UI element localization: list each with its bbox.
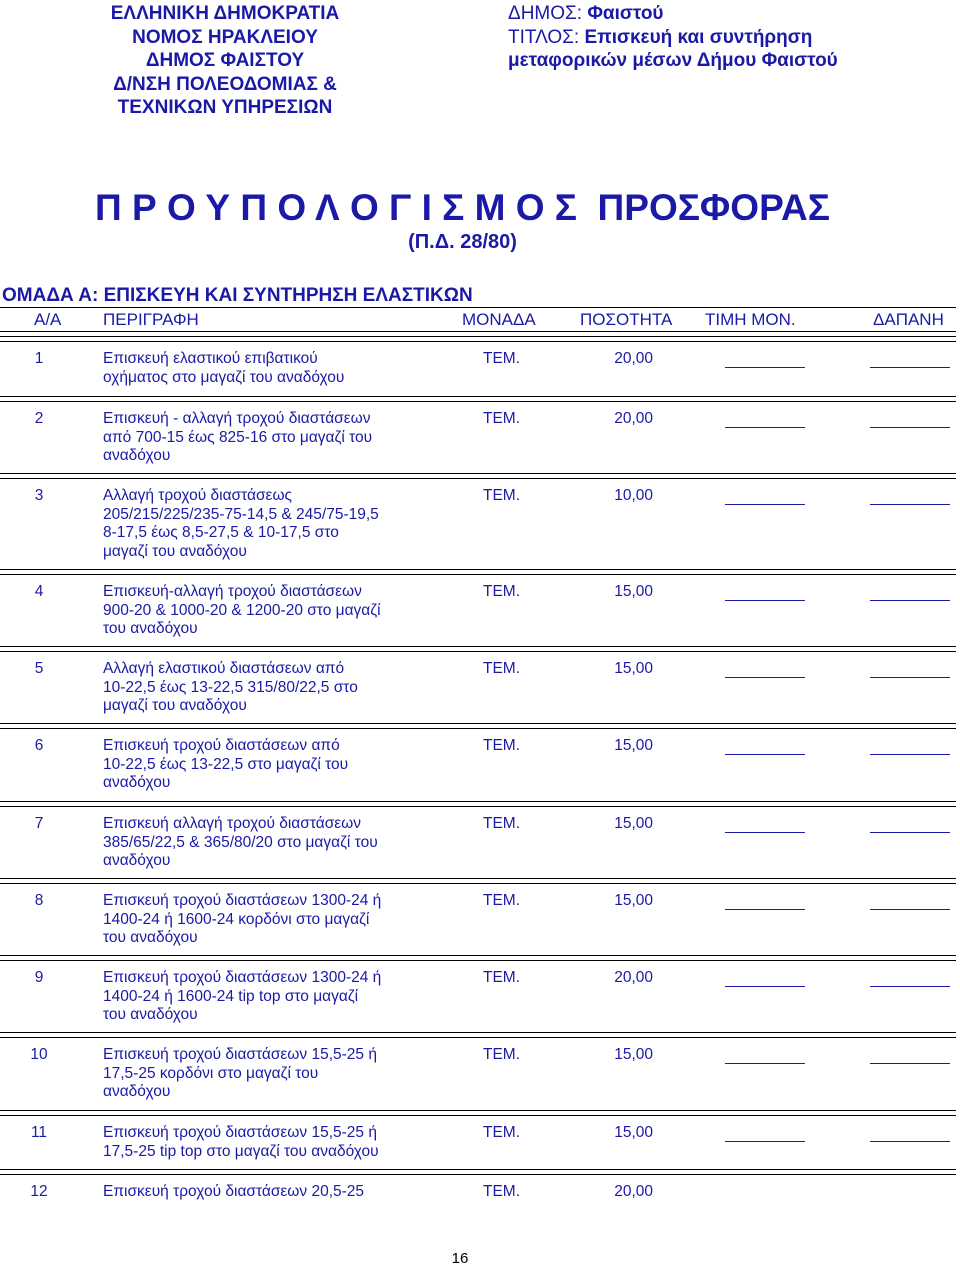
item-description-line: 10-22,5 έως 13-22,5 315/80/22,5 στο bbox=[103, 678, 358, 696]
item-description bbox=[103, 350, 443, 387]
item-unit: ΤΕΜ. bbox=[483, 737, 521, 754]
row-separator bbox=[0, 955, 956, 956]
unit-price-blank bbox=[725, 504, 805, 505]
item-number: 2 bbox=[34, 410, 44, 427]
municipality-value: Φαιστού bbox=[587, 3, 664, 24]
cost-blank bbox=[870, 832, 950, 833]
item-quantity: 10,00 bbox=[614, 487, 653, 504]
row-separator bbox=[0, 1174, 956, 1175]
item-unit: ΤΕΜ. bbox=[483, 487, 521, 504]
item-description-line: 1400-24 ή 1600-24 κορδόνι στο μαγαζί bbox=[103, 910, 370, 928]
item-description-line: 17,5-25 κορδόνι στο μαγαζί του bbox=[103, 1064, 319, 1082]
item-description bbox=[103, 1183, 443, 1202]
row-separator bbox=[0, 401, 956, 402]
row-separator bbox=[0, 801, 956, 802]
row-separator bbox=[0, 1037, 956, 1038]
title-label: ΤΙΤΛΟΣ: bbox=[508, 26, 580, 48]
row-separator bbox=[0, 569, 956, 570]
column-header-cost: ΔΑΠΑΝΗ bbox=[873, 310, 944, 329]
item-description-line: Επισκευή τροχού διαστάσεων 15,5-25 ή bbox=[103, 1046, 377, 1063]
item-quantity: 20,00 bbox=[614, 1183, 653, 1200]
document-subtitle: (Π.Δ. 28/80) bbox=[408, 231, 517, 253]
cost-blank bbox=[870, 504, 950, 505]
item-number: 11 bbox=[30, 1124, 48, 1141]
row-separator bbox=[0, 723, 956, 724]
item-description-line: 8-17,5 έως 8,5-27,5 & 10-17,5 στο bbox=[103, 524, 339, 541]
unit-price-blank bbox=[725, 832, 805, 833]
item-number: 12 bbox=[30, 1183, 48, 1200]
item-description-line: 205/215/225/235-75-14,5 & 245/75-19,5 bbox=[103, 505, 379, 523]
row-separator bbox=[0, 960, 956, 961]
header-rule-top bbox=[0, 307, 956, 308]
row-separator bbox=[0, 478, 956, 479]
item-quantity: 20,00 bbox=[614, 969, 653, 986]
item-description bbox=[103, 892, 443, 948]
cost-blank bbox=[870, 909, 950, 910]
item-unit: ΤΕΜ. bbox=[483, 1046, 521, 1063]
project-block bbox=[508, 2, 838, 73]
item-unit: ΤΕΜ. bbox=[483, 660, 521, 677]
unit-price-blank bbox=[725, 367, 805, 368]
item-description bbox=[103, 660, 443, 716]
title-value: Επισκευή και συντήρηση bbox=[584, 26, 813, 48]
column-header-unit: ΜΟΝΑΔΑ bbox=[462, 310, 536, 329]
unit-price-blank bbox=[725, 1063, 805, 1064]
item-description bbox=[103, 1124, 443, 1161]
row-separator bbox=[0, 883, 956, 884]
cost-blank bbox=[870, 600, 950, 601]
item-number: 10 bbox=[30, 1046, 48, 1063]
item-description-line: αναδόχου bbox=[103, 774, 171, 791]
row-separator bbox=[0, 806, 956, 807]
unit-price-blank bbox=[725, 677, 805, 678]
item-description-line: Επισκευή-αλλαγή τροχού διαστάσεων bbox=[103, 583, 362, 600]
item-quantity: 20,00 bbox=[614, 410, 653, 427]
unit-price-blank bbox=[725, 1141, 805, 1142]
item-number: 6 bbox=[34, 737, 44, 754]
municipality-label: ΔΗΜΟΣ: bbox=[508, 3, 583, 24]
item-unit: ΤΕΜ. bbox=[483, 892, 521, 909]
item-description-line: 10-22,5 έως 13-22,5 στο μαγαζί του bbox=[103, 755, 349, 773]
item-unit: ΤΕΜ. bbox=[483, 583, 521, 600]
cost-blank bbox=[870, 677, 950, 678]
item-description-line: του αναδόχου bbox=[103, 1006, 198, 1023]
item-quantity: 15,00 bbox=[614, 1046, 653, 1063]
row-separator bbox=[0, 646, 956, 647]
unit-price-blank bbox=[725, 754, 805, 755]
row-separator bbox=[0, 574, 956, 575]
cost-blank bbox=[870, 1063, 950, 1064]
issuer-line: ΔΗΜΟΣ ΦΑΙΣΤΟΥ bbox=[145, 50, 305, 71]
column-header-aa: Α/Α bbox=[34, 310, 62, 329]
item-unit: ΤΕΜ. bbox=[483, 410, 521, 427]
item-quantity: 15,00 bbox=[614, 815, 653, 832]
item-number: 5 bbox=[34, 660, 44, 677]
row-separator bbox=[0, 341, 956, 342]
item-description-line: από 700-15 έως 825-16 στο μαγαζί του bbox=[103, 428, 373, 446]
cost-blank bbox=[870, 427, 950, 428]
item-description bbox=[103, 969, 443, 1025]
item-description-line: οχήματος στο μαγαζί του αναδόχου bbox=[103, 368, 345, 386]
item-description-line: Επισκευή ελαστικού επιβατικού bbox=[103, 350, 318, 367]
row-separator bbox=[0, 396, 956, 397]
item-number: 3 bbox=[34, 487, 44, 504]
item-description-line: του αναδόχου bbox=[103, 929, 198, 946]
unit-price-blank bbox=[725, 986, 805, 987]
row-separator bbox=[0, 878, 956, 879]
item-unit: ΤΕΜ. bbox=[483, 1183, 521, 1200]
row-separator bbox=[0, 1115, 956, 1116]
item-description-line: 385/65/22,5 & 365/80/20 στο μαγαζί του bbox=[103, 833, 378, 851]
column-header-description: ΠΕΡΙΓΡΑΦΗ bbox=[103, 310, 199, 329]
item-quantity: 20,00 bbox=[614, 350, 653, 367]
item-description-line: 900-20 & 1000-20 & 1200-20 στο μαγαζί bbox=[103, 601, 381, 619]
unit-price-blank bbox=[725, 909, 805, 910]
item-number: 9 bbox=[34, 969, 44, 986]
issuer-line: ΕΛΛΗΝΙΚΗ ΔΗΜΟΚΡΑΤΙΑ bbox=[110, 3, 340, 24]
item-description-line: μαγαζί του αναδόχου bbox=[103, 697, 247, 714]
item-unit: ΤΕΜ. bbox=[483, 1124, 521, 1141]
row-separator bbox=[0, 1110, 956, 1111]
item-quantity: 15,00 bbox=[614, 892, 653, 909]
document-title: Π Ρ Ο Υ Π Ο Λ Ο Γ Ι Σ Μ Ο Σ ΠΡΟΣΦΟΡΑΣ bbox=[95, 187, 830, 228]
item-description bbox=[103, 410, 443, 466]
group-title: ΟΜΑΔΑ Α: ΕΠΙΣΚΕΥΗ ΚΑΙ ΣΥΝΤΗΡΗΣΗ ΕΛΑΣΤΙΚΩΝ bbox=[2, 285, 473, 306]
item-description-line: Επισκευή τροχού διαστάσεων 15,5-25 ή bbox=[103, 1124, 377, 1141]
item-description bbox=[103, 815, 443, 871]
item-description-line: του αναδόχου bbox=[103, 620, 198, 637]
item-number: 1 bbox=[34, 350, 44, 367]
item-description-line: μαγαζί του αναδόχου bbox=[103, 542, 247, 560]
issuer-line: ΤΕΧΝΙΚΩΝ ΥΠΗΡΕΣΙΩΝ bbox=[117, 97, 333, 118]
row-separator bbox=[0, 1032, 956, 1033]
issuer-block bbox=[0, 2, 450, 120]
item-quantity: 15,00 bbox=[614, 1124, 653, 1141]
item-quantity: 15,00 bbox=[614, 737, 653, 754]
item-unit: ΤΕΜ. bbox=[483, 815, 521, 832]
item-description-line: Αλλαγή ελαστικού διαστάσεων από bbox=[103, 660, 345, 677]
item-description-line: αναδόχου bbox=[103, 1083, 171, 1100]
item-description bbox=[103, 1046, 443, 1102]
row-separator bbox=[0, 1169, 956, 1170]
item-quantity: 15,00 bbox=[614, 660, 653, 677]
issuer-line: Δ/ΝΣΗ ΠΟΛΕΟΔΟΜΙΑΣ & bbox=[113, 73, 337, 95]
row-separator bbox=[0, 651, 956, 652]
cost-blank bbox=[870, 754, 950, 755]
row-separator bbox=[0, 336, 956, 337]
item-number: 8 bbox=[34, 892, 44, 909]
item-description-line: Επισκευή τροχού διαστάσεων 1300-24 ή bbox=[103, 969, 382, 986]
row-separator bbox=[0, 728, 956, 729]
item-unit: ΤΕΜ. bbox=[483, 350, 521, 367]
issuer-line: ΝΟΜΟΣ ΗΡΑΚΛΕΙΟΥ bbox=[132, 26, 318, 48]
cost-blank bbox=[870, 367, 950, 368]
page-number: 16 bbox=[451, 1250, 469, 1267]
item-description-line: Επισκευή - αλλαγή τροχού διαστάσεων bbox=[103, 410, 371, 427]
column-header-unit-price: ΤΙΜΗ ΜΟΝ. bbox=[705, 310, 796, 329]
item-description-line: Επισκευή τροχού διαστάσεων 20,5-25 bbox=[103, 1183, 365, 1200]
row-separator bbox=[0, 473, 956, 474]
unit-price-blank bbox=[725, 600, 805, 601]
column-header-quantity: ΠΟΣΟΤΗΤΑ bbox=[580, 310, 673, 329]
item-description-line: Αλλαγή τροχού διαστάσεως bbox=[103, 487, 293, 504]
unit-price-blank bbox=[725, 427, 805, 428]
item-description bbox=[103, 737, 443, 793]
item-description-line: 17,5-25 tip top στο μαγαζί του αναδόχου bbox=[103, 1142, 379, 1160]
item-unit: ΤΕΜ. bbox=[483, 969, 521, 986]
item-description-line: Επισκευή τροχού διαστάσεων από bbox=[103, 737, 340, 754]
cost-blank bbox=[870, 1141, 950, 1142]
item-description bbox=[103, 583, 443, 639]
item-number: 4 bbox=[34, 583, 44, 600]
item-description bbox=[103, 487, 443, 561]
item-description-line: Επισκευή τροχού διαστάσεων 1300-24 ή bbox=[103, 892, 382, 909]
item-number: 7 bbox=[34, 815, 44, 832]
item-description-line: αναδόχου bbox=[103, 447, 171, 464]
item-description-line: 1400-24 ή 1600-24 tip top στο μαγαζί bbox=[103, 987, 359, 1005]
title-value-continued: μεταφορικών μέσων Δήμου Φαιστού bbox=[508, 50, 838, 71]
header-rule-bottom bbox=[0, 331, 956, 332]
cost-blank bbox=[870, 986, 950, 987]
item-description-line: αναδόχου bbox=[103, 852, 171, 869]
item-quantity: 15,00 bbox=[614, 583, 653, 600]
item-description-line: Επισκευή αλλαγή τροχού διαστάσεων bbox=[103, 815, 362, 832]
